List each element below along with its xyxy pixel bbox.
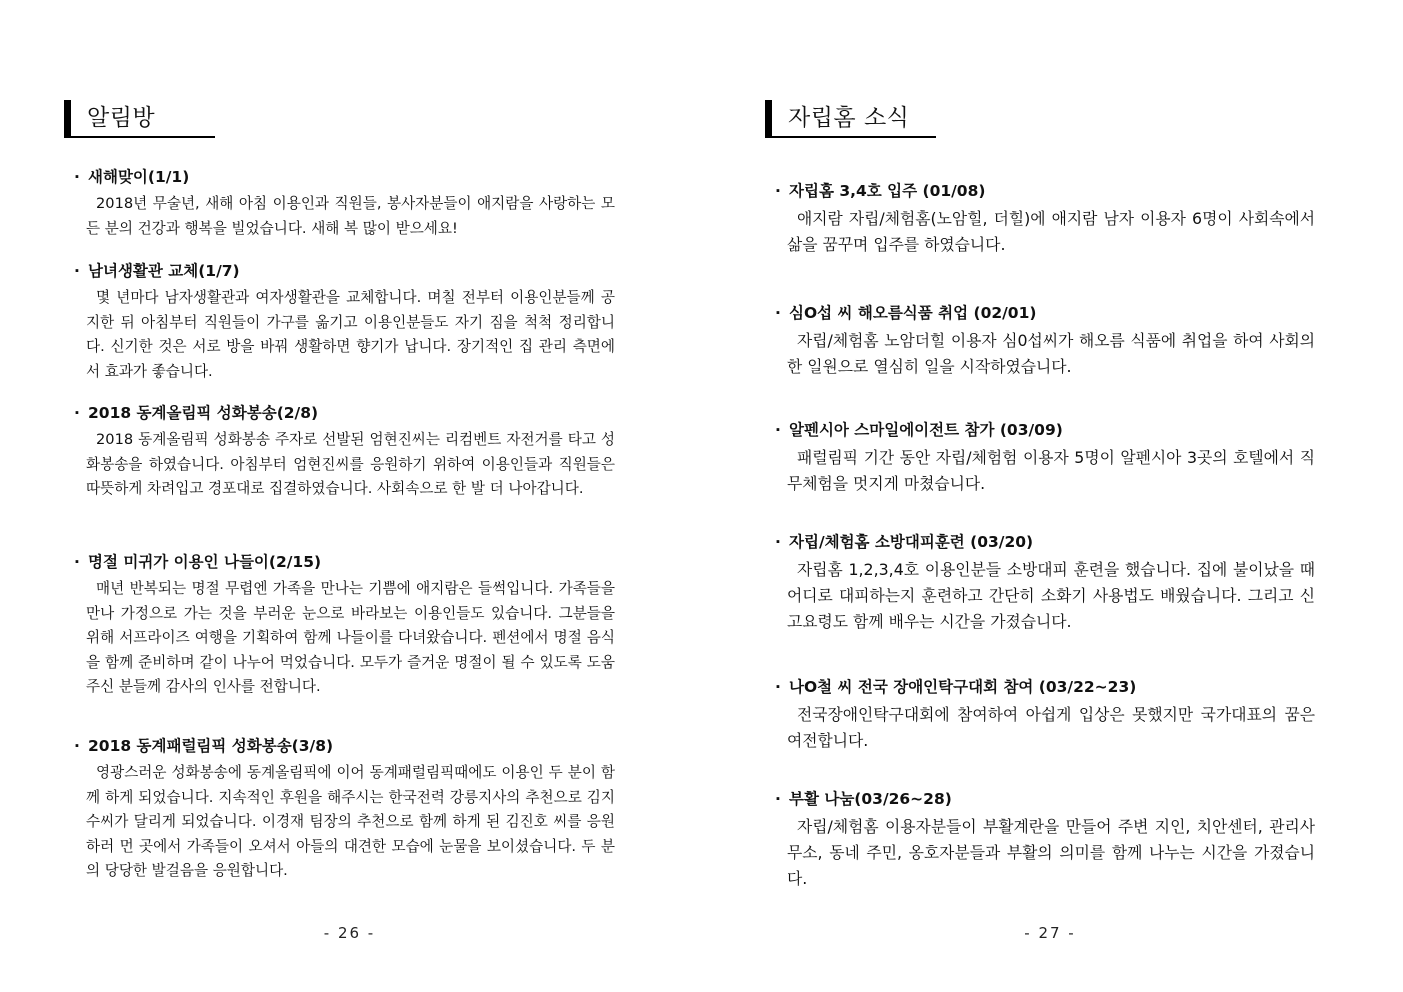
news-item-heading (775, 180, 1315, 202)
news-item-olympic-torch (74, 402, 615, 502)
news-item-title: 자립/체험홈 소방대피훈련 (03/20) (789, 533, 1034, 551)
news-item-body: 2018년 무술년, 새해 아침 이용인과 직원들, 봉사자분들이 애지람을 사랑하는 모든 분의 건강과 행복을 빌었습니다. 새해 복 많이 받으세요! (86, 195, 615, 237)
bullet: · (775, 304, 781, 322)
right-page (701, 0, 1403, 992)
news-item-move-in (775, 180, 1315, 258)
bullet: · (775, 678, 781, 696)
news-item-heading (775, 788, 1315, 810)
news-item-title: 나O철 씨 전국 장애인탁구대회 참여 (03/22~23) (789, 678, 1137, 696)
news-item-heading (74, 260, 615, 282)
news-item-employment (775, 302, 1315, 380)
news-item-title: 자립홈 3,4호 입주 (01/08) (789, 182, 986, 200)
bullet: · (74, 262, 80, 280)
news-item-heading (775, 419, 1315, 441)
bullet: · (74, 553, 80, 571)
news-item-holiday-outing (74, 551, 615, 700)
news-item-body: 2018 동계올림픽 성화봉송 주자로 선발된 엄현진씨는 리컴벤트 자전거를 타고 성화봉송을 하였습니다. 아침부터 엄현진씨를 응원하기 위하여 이용인들과 직원들은 따뜻하게 차려입고 경포대로 집결하였습니다. 사회속으로 한 발 더 나아갑니다. (86, 431, 615, 497)
section-title: 자립홈 소식 (788, 105, 910, 131)
news-item-body: 패럴림픽 기간 동안 자립/체험험 이용자 5명이 알펜시아 3곳의 호텔에서 직무체험을 멋지게 마쳤습니다. (787, 448, 1315, 493)
news-item-body: 몇 년마다 남자생활관과 여자생활관을 교체합니다. 며칠 전부터 이용인분들께 공지한 뒤 아침부터 직원들이 가구를 옮기고 이용인분들도 자기 짐을 척척 정리합니다. 신기한 것은 서로 방을 바꿔 생활하면 향기가 납니다. 장기적인 집 관리 측면에서 효과가 좋습니다. (86, 289, 615, 380)
news-item-title: 남녀생활관 교체(1/7) (88, 262, 240, 280)
news-item-heading (74, 166, 615, 188)
section-title: 알림방 (87, 105, 156, 131)
news-item-easter-sharing (775, 788, 1315, 892)
bullet: · (775, 421, 781, 439)
news-item-heading (775, 531, 1315, 553)
bullet: · (775, 182, 781, 200)
left-page (0, 0, 701, 992)
news-item-heading (775, 676, 1315, 698)
news-item-body: 자립홈 1,2,3,4호 이용인분들 소방대피 훈련을 했습니다. 집에 불이났을 때 어디로 대피하는지 훈련하고 간단히 소화기 사용법도 배웠습니다. 그리고 신고요령도 함께 배우는 시간을 가졌습니다. (787, 560, 1315, 631)
news-item-body: 영광스러운 성화봉송에 동계올림픽에 이어 동계패럴림픽때에도 이용인 두 분이 함께 하게 되었습니다. 지속적인 후원을 해주시는 한국전력 강릉지사의 추천으로 김지수씨가 달리게 되었습니다. 이경재 팀장의 추천으로 함께 하게 된 김진호 씨를 응원하러 먼 곳에서 가족들이 오셔서 아들의 대견한 모습에 눈물을 보이셨습니다. 두 분의 당당한 발걸음을 응원합니다. (86, 764, 615, 879)
news-item-title: 심O섭 씨 해오름식품 취업 (02/01) (789, 304, 1037, 322)
news-item-title: 부활 나눔(03/26~28) (789, 790, 952, 808)
bullet: · (775, 790, 781, 808)
news-item-smile-agent (775, 419, 1315, 497)
page-number: - 27 - (1024, 924, 1076, 942)
section-header-notice-board (64, 100, 215, 138)
news-item-title: 알펜시아 스마일에이전트 참가 (03/09) (789, 421, 1063, 439)
news-item-heading (74, 735, 615, 757)
news-item-title: 2018 동계올림픽 성화봉송(2/8) (88, 404, 319, 422)
page-number: - 26 - (323, 924, 376, 942)
news-item-body: 애지람 자립/체험홈(노암힐, 더힐)에 애지람 남자 이용자 6명이 사회속에서 삶을 꿈꾸며 입주를 하였습니다. (787, 209, 1315, 254)
news-item-title: 새해맞이(1/1) (88, 168, 190, 186)
news-item-body: 전국장애인탁구대회에 참여하여 아쉽게 입상은 못했지만 국가대표의 꿈은 여전합니다. (787, 705, 1315, 750)
bullet: · (74, 168, 80, 186)
news-item-new-year (74, 166, 615, 241)
news-item-heading (775, 302, 1315, 324)
news-item-body: 매년 반복되는 명절 무렵엔 가족을 만나는 기쁨에 애지람은 들썩입니다. 가족들을 만나 가정으로 가는 것을 부러운 눈으로 바라보는 이용인들도 있습니다. 그분들을 위해 서프라이즈 여행을 기획하여 함께 나들이를 다녀왔습니다. 펜션에서 명절 음식을 함께 준비하며 같이 나누어 먹었습니다. 모두가 즐거운 명절이 될 수 있도록 도움주신 분들께 감사의 인사를 전합니다. (86, 580, 615, 695)
bullet: · (74, 737, 80, 755)
bullet: · (74, 404, 80, 422)
news-item-body: 자립/체험홈 이용자분들이 부활계란을 만들어 주변 지인, 치안센터, 관리사무소, 동네 주민, 옹호자분들과 부활의 의미를 함께 나누는 시간을 가졌습니다. (787, 817, 1315, 888)
news-item-title: 2018 동계패럴림픽 성화봉송(3/8) (88, 737, 334, 755)
news-item-table-tennis (775, 676, 1315, 754)
news-item-heading (74, 551, 615, 573)
section-header-independent-home-news (765, 100, 936, 138)
news-item-paralympic-torch (74, 735, 615, 884)
news-item-body: 자립/체험홈 노암더힐 이용자 심0섭씨가 해오름 식품에 취업을 하여 사회의 한 일원으로 열심히 일을 시작하였습니다. (787, 331, 1315, 376)
news-item-title: 명절 미귀가 이용인 나들이(2/15) (88, 553, 322, 571)
news-item-fire-drill (775, 531, 1315, 635)
news-item-heading (74, 402, 615, 424)
bullet: · (775, 533, 781, 551)
news-item-dorm-swap (74, 260, 615, 384)
